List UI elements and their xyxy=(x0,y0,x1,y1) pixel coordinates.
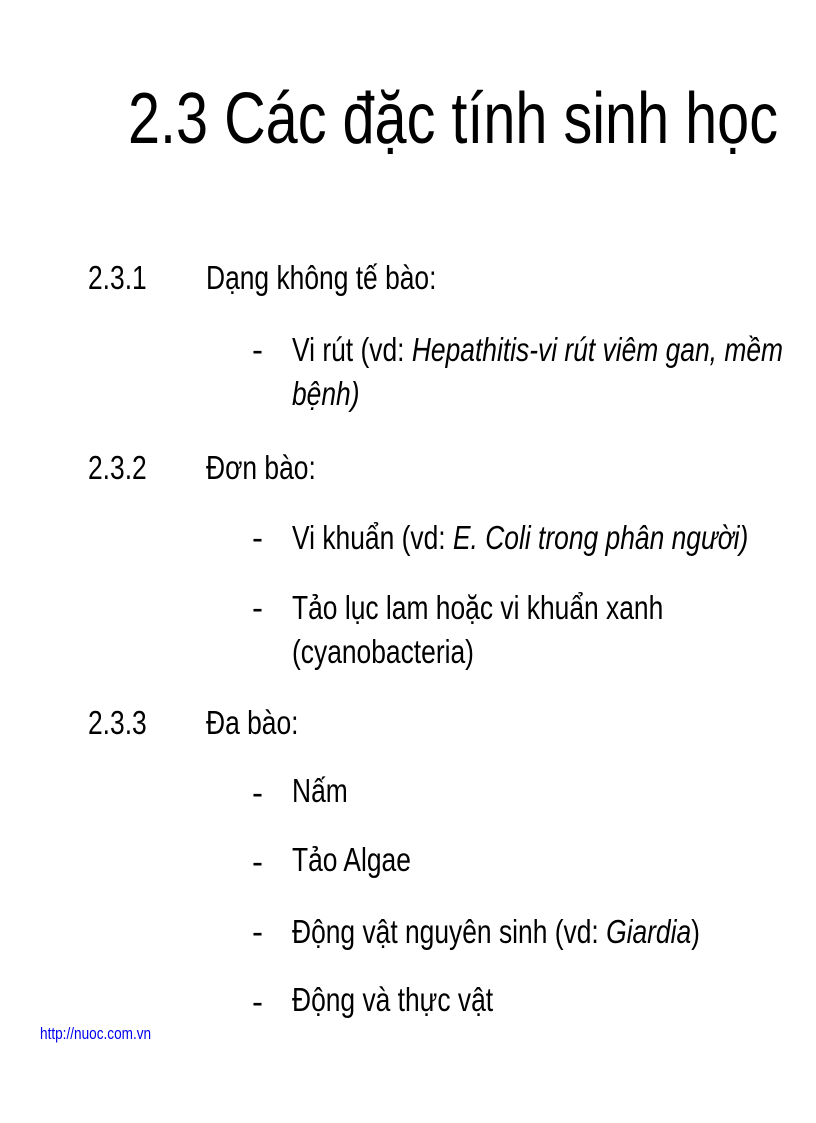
list-item xyxy=(292,586,756,674)
bullet-dash: - xyxy=(252,983,263,1020)
bullet-text-italic: Hepathitis-vi rút viêm gan, mềm xyxy=(411,331,784,368)
bullet-text: (cyanobacteria) xyxy=(292,633,474,670)
footer-website-link[interactable]: http://nuoc.com.vn xyxy=(40,1024,152,1043)
list-item xyxy=(292,978,543,1022)
bullet-text-plain: Động vật nguyên sinh (vd: xyxy=(292,913,607,950)
list-item xyxy=(292,516,816,560)
bullet-text-italic: Giardia xyxy=(606,913,692,950)
bullet-text: Nấm xyxy=(292,772,348,809)
bullet-dash: - xyxy=(252,913,263,950)
page-title-text: 2.3 Các đặc tính sinh học xyxy=(128,79,778,159)
bullet-dash: - xyxy=(252,589,263,626)
section-heading: Đơn bào: xyxy=(206,449,316,486)
section-heading: Dạng không tế bào: xyxy=(206,259,437,296)
bullet-dash: - xyxy=(252,519,263,556)
bullet-text-suffix: ) xyxy=(691,913,700,950)
list-item xyxy=(292,328,816,416)
bullet-text-plain: Vi rút (vd: xyxy=(292,331,412,368)
bullet-text-plain: Vi khuẩn (vd: xyxy=(292,519,453,556)
bullet-dash: - xyxy=(252,774,263,811)
bullet-dash: - xyxy=(252,331,263,368)
bullet-text: Tảo lục lam hoặc vi khuẩn xanh xyxy=(292,589,664,626)
bullet-text-italic: bệnh) xyxy=(292,375,360,412)
page-title xyxy=(128,78,816,160)
list-item xyxy=(292,769,362,813)
section-number: 2.3.1 xyxy=(88,259,147,296)
bullet-dash: - xyxy=(252,843,263,880)
section-number: 2.3.3 xyxy=(88,704,147,741)
list-item xyxy=(292,910,802,954)
list-item xyxy=(292,838,441,882)
bullet-text: Động và thực vật xyxy=(292,981,494,1018)
bullet-text-italic: E. Coli trong phân người) xyxy=(452,519,749,556)
bullet-text: Tảo Algae xyxy=(292,841,411,878)
section-number: 2.3.2 xyxy=(88,449,147,486)
section-heading: Đa bào: xyxy=(206,704,299,741)
